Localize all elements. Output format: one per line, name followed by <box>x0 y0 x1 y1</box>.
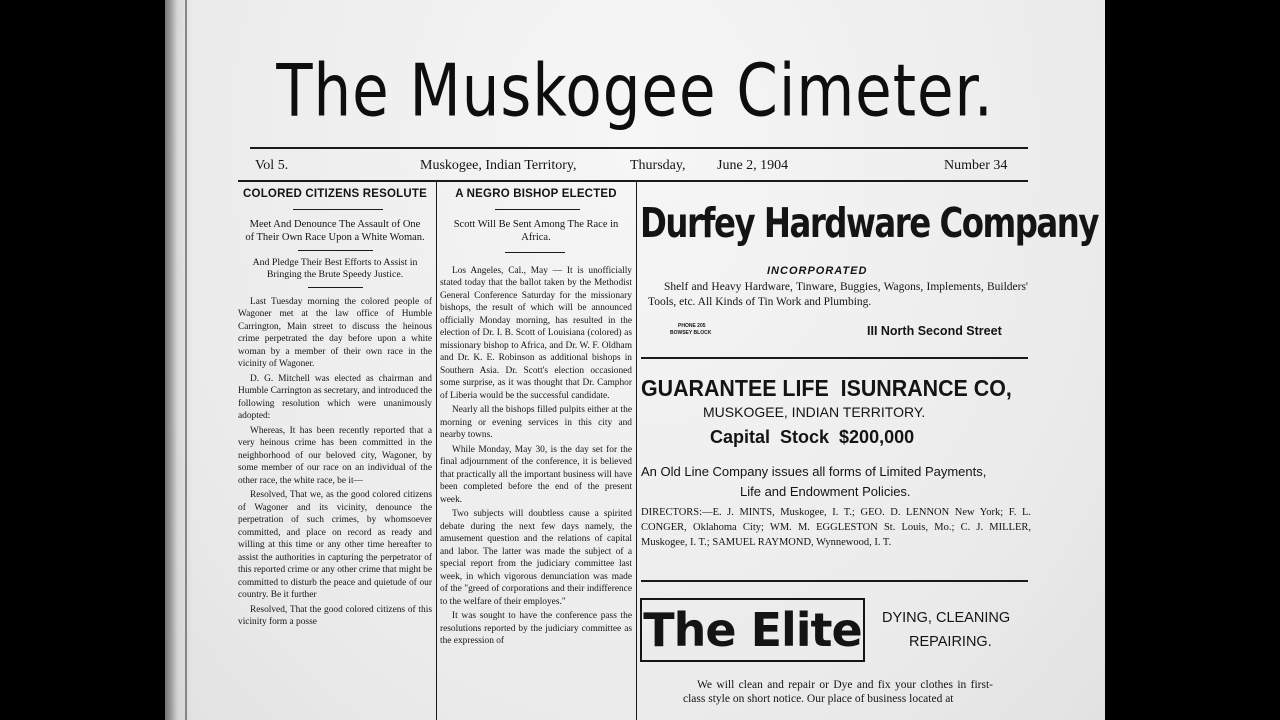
ad-divider-1 <box>641 357 1028 359</box>
elite-ad-body: We will clean and repair or Dye and fix your clothes in first-class style on short notice. Our place of business located at <box>683 679 993 705</box>
article-paragraph: Two subjects will doubtless cause a spirited debate during the next few days namely, the amusement question and the relations of capital and labor. The latter was made the subject of a special report from the judiciary committee last week, in which vigorous denunciation was made of the "greed of corporations and their indifference to the welfare of their employes." <box>440 509 632 607</box>
ad-divider-2 <box>641 580 1028 582</box>
column-divider-2 <box>636 182 637 720</box>
subdeck-rule <box>308 287 363 288</box>
article-headline: A NEGRO BISHOP ELECTED <box>455 188 617 200</box>
newspaper-masthead: The Muskogee Cimeter. <box>276 48 994 133</box>
place-label: Muskogee, Indian Territory, <box>420 158 577 173</box>
dateline-rule <box>238 180 1028 182</box>
article-paragraph: Los Angeles, Cal., May — It is unofficially stated today that the ballot taken by the Methodist General Conference Saturday for the missionary bishops, the result of which will be announced officially Monday morning, has resulted in the election of Dr. I. B. Scott of Louisiana (colored) as missionary bishop to Africa, and Dr. W. F. Oldham and Dr. K. E. Robinson as additional bishops in Southern Asia. Dr. Scott's election occasioned some surprise, as it was thought that Dr. Camphor of Liberia would be the successful candidate. <box>440 265 632 401</box>
day-label: Thursday, <box>630 158 686 173</box>
article-headline: COLORED CITIZENS RESOLUTE <box>243 188 427 200</box>
elite-services-2: REPAIRING. <box>909 634 992 650</box>
durfey-ad-body: Shelf and Heavy Hardware, Tinware, Buggies, Wagons, Implements, Builders' Tools, etc. All Kinds of Tin Work and Plumbing. <box>648 281 1028 308</box>
durfey-phone-line1: PHONE 205 <box>678 323 706 329</box>
headline-rule <box>293 209 383 210</box>
guarantee-capital: Capital Stock $200,000 <box>710 427 915 447</box>
masthead-rule <box>250 147 1028 149</box>
article-paragraph: D. G. Mitchell was elected as chairman and Humble Carrington as secretary, and introduced the following resolution which were unanimously adopted: <box>238 373 432 421</box>
elite-services-1: DYING, CLEANING <box>882 610 1011 626</box>
durfey-ad-title: Durfey Hardware Company <box>640 200 1098 248</box>
headline-rule <box>495 209 580 210</box>
article-negro-bishop <box>440 188 632 720</box>
durfey-incorporated: INCORPORATED <box>767 265 868 277</box>
article-paragraph: Resolved, That the good colored citizens of this vicinity form a posse <box>238 604 432 627</box>
article-deck: Scott Will Be Sent Among The Race in Africa. <box>453 218 619 243</box>
guarantee-tagline-1: An Old Line Company issues all forms of Limited Payments, <box>641 464 987 479</box>
deck-rule <box>298 250 373 251</box>
guarantee-tagline-2: Life and Endowment Policies. <box>740 484 911 499</box>
durfey-phone-line2: BOWSEY BLOCK <box>670 330 712 336</box>
article-subdeck: And Pledge Their Best Efforts to Assist in Bringing the Brute Speedy Justice. <box>252 256 418 280</box>
column-divider-1 <box>436 182 437 720</box>
article-paragraph: Resolved, That we, as the good colored citizens of Wagoner and its vicinity, denounce the perpetration of such crimes, by whomsoever committed, and place on record as ready and willing at this time or any other time hereafter to assist the authorities in capturing the perpetrator of this reported crime or any other crime that might be committed to disturb the peace and quietude of our country. Be it further <box>238 490 432 600</box>
date-label: June 2, 1904 <box>717 158 789 173</box>
article-paragraph: While Monday, May 30, is the day set for the final adjournment of the conference, it is believed that practically all the important business will have been completed before the end of the present week. <box>440 444 632 505</box>
article-paragraph: Whereas, It has been recently reported that a very heinous crime has been committed in the neighborhood of our beloved city, Wagoner, by some member of our race on an individual of the other race, the white race, be it— <box>238 425 432 486</box>
article-deck: Meet And Denounce The Assault of One of Their Own Race Upon a White Woman. <box>245 218 425 243</box>
article-colored-citizens <box>238 188 432 720</box>
article-paragraph: It was sought to have the conference pass the resolutions reported by the judiciary committee as the expression of <box>440 611 632 646</box>
guarantee-location: MUSKOGEE, INDIAN TERRITORY. <box>703 404 926 420</box>
article-paragraph: Nearly all the bishops filled pulpits either at the morning or evening services in this city and nearby towns. <box>440 405 632 440</box>
deck-rule <box>505 252 565 253</box>
volume-label: Vol 5. <box>255 158 289 173</box>
guarantee-directors: DIRECTORS:—E. J. MINTS, Muskogee, I. T.; GEO. D. LENNON New York; F. L. CONGER, Oklahoma City; WM. M. EGGLESTON St. Louis, Mo.; C. J. MILLER, Muskogee, I. T.; SAMUEL RAYMOND, Wynnewood, I. T. <box>641 507 1031 548</box>
guarantee-ad-title: GUARANTEE LIFE ISUNRANCE CO, <box>641 375 1012 401</box>
durfey-address: III North Second Street <box>867 324 1002 338</box>
article-paragraph: Last Tuesday morning the colored people of Wagoner met at the law office of Humble Carrington, Main street to discuss the heinous crime perpetrated the day before upon a white woman by a member of their own race in the vicinity of Wagoner. <box>238 296 432 369</box>
elite-ad-title: The Elite <box>640 598 865 662</box>
issue-number: Number 34 <box>944 158 1008 173</box>
